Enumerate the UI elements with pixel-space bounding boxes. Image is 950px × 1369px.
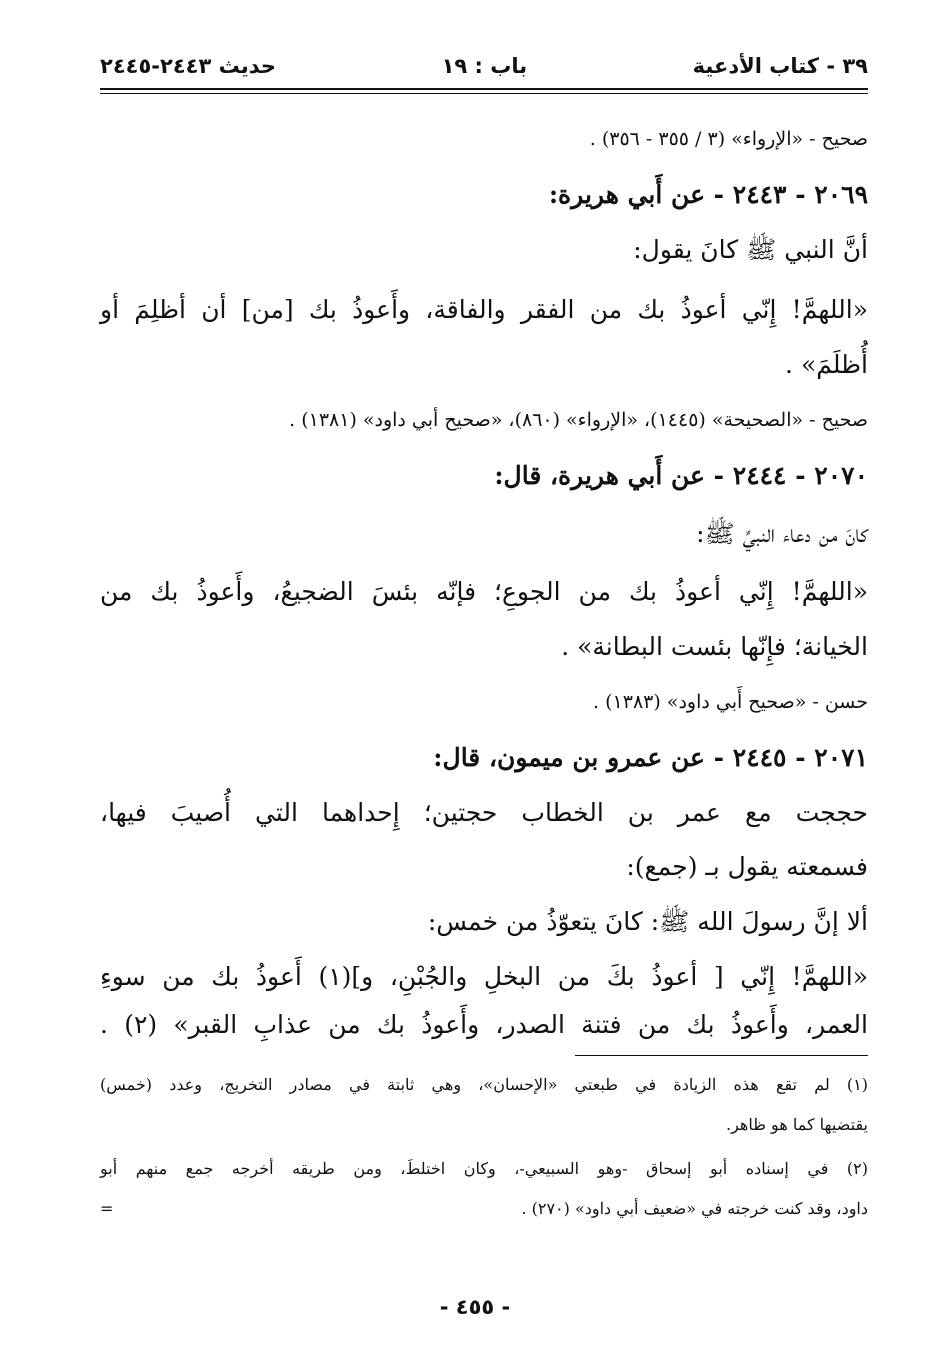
chapter-title: ٣٩ - كتاب الأدعية (692, 54, 868, 78)
text-line: أنَّ النبي ﷺ كانَ يقول: (633, 235, 868, 264)
grading-line: حسن - «صحيح أَبي داود» (١٣٨٣) . (593, 691, 868, 713)
continuation-mark: = (100, 1199, 114, 1218)
grading-line: صحيح - «الصحيحة» (١٤٤٥)، «الإرواء» (٨٦٠)، «صحيح أبي داود» (١٣٨١) . (289, 409, 868, 431)
footnote-line: (١) لم تقع هذه الزيادة في طبعتي «الإحسان»، وهي ثابتة في مصادر التخريج، وعدد (خمس) (100, 1075, 868, 1094)
hadith-heading: ٢٠٦٩ - ٢٤٤٣ - عن أَبي هريرة: (548, 180, 868, 209)
page-number: - ٤٥٥ - (439, 1295, 511, 1319)
text-line: «اللهمَّ! إِنّي [ أعوذُ بكَ من البخلِ والجُبْنِ، و](١) أَعوذُ بك من سوءِ (100, 962, 868, 991)
text-line: حججت مع عمر بن الخطاب حجتين؛ إِحداهما التي أُصيبَ فيها، (100, 798, 868, 827)
footnote-line: داود، وقد كنت خرجته في «ضعيف أبي داود» (٢٧٠) . (521, 1199, 868, 1218)
header-rule-thin (100, 93, 868, 94)
footnote-line: يقتضيها كما هو ظاهر. (726, 1115, 868, 1134)
text-line: ألا إنَّ رسولَ الله ﷺ: كانَ يتعوّذُ من خمس: (427, 907, 868, 936)
text-line: كانَ من دعاء النبيِّ ﷺ: (696, 519, 868, 548)
text-line: «اللهمَّ! إِنّي أعوذُ بك من الجوعِ؛ فإنّه بئسَ الضجيعُ، وأَعوذُ بك من (100, 577, 868, 606)
hadith-heading: ٢٠٧١ - ٢٤٤٥ - عن عمرو بن ميمون، قال: (433, 743, 868, 772)
header-rule-thick (100, 88, 868, 90)
text-line: «اللهمَّ! إِنّي أعوذُ بك من الفقر والفاقة، وأَعوذُ بك [من] أن أظلِمَ أو (100, 295, 868, 324)
footnote-separator (575, 1055, 868, 1056)
text-line: الخيانة؛ فإِنّها بئست البطانة» . (561, 632, 868, 661)
text-line: أُظلَمَ» . (785, 350, 868, 379)
hadith-heading: ٢٠٧٠ - ٢٤٤٤ - عن أَبي هريرة، قال: (494, 461, 868, 490)
footnote-line: (٢) في إسناده أبو إسحاق -وهو السبيعي-، وكان اختلطَ، ومن طريقه أخرجه جمع منهم أبو (100, 1159, 869, 1178)
grading-line: صحيح - «الإرواء» (٣ / ٣٥٥ - ٣٥٦) . (589, 128, 868, 150)
hadith-range: حديث ٢٤٤٣-٢٤٤٥ (100, 54, 276, 78)
text-line: فسمعته يقول بـ (جمع): (626, 852, 868, 881)
running-header (100, 48, 868, 84)
section-number: باب : ١٩ (441, 54, 528, 78)
text-line: العمر، وأَعوذُ بك من فتنة الصدر، وأَعوذُ بك من عذابِ القبر» (٢) . (100, 1010, 868, 1039)
